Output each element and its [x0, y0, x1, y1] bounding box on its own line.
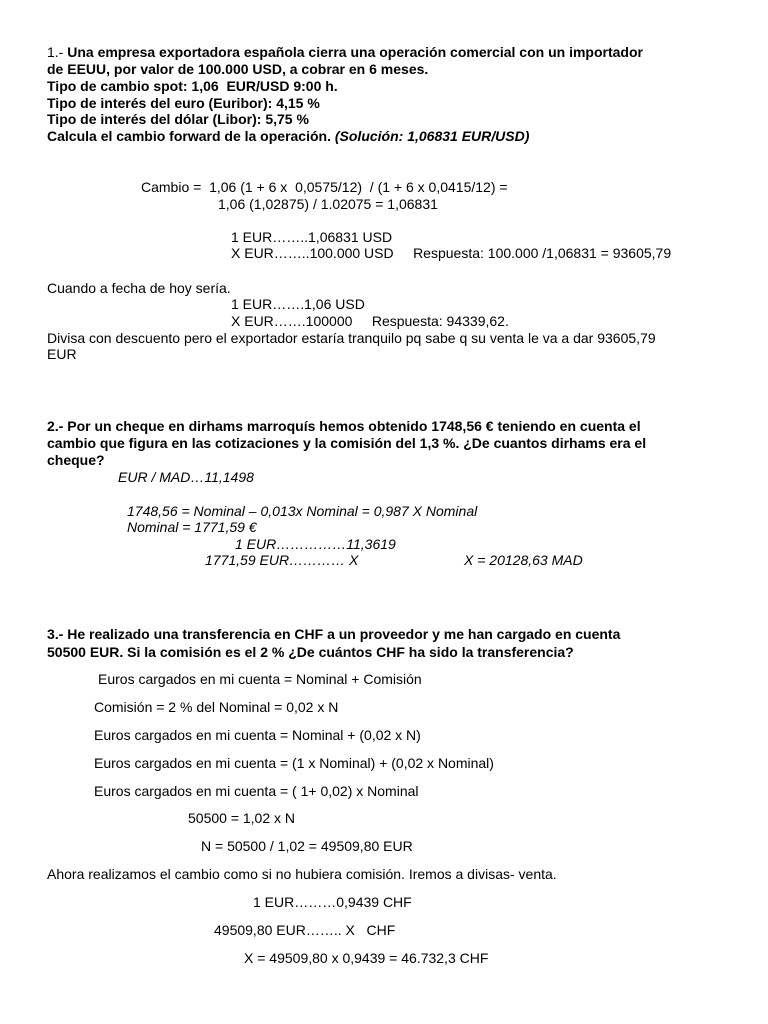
problem3-calc-9: 1 EUR………0,9439 CHF [253, 894, 412, 910]
problem1-statement-line-1 [47, 44, 643, 61]
problem2-calc-4: 1 EUR……………11,3619 [235, 536, 396, 552]
problem3-statement-2: 50500 EUR. Si la comisión es el 2 % ¿De cuántos CHF ha sido la transferencia? [47, 644, 574, 660]
problem2-statement-1: 2.- Por un cheque en dirhams marroquís hemos obtenido 1748,56 € teniendo en cuenta el [47, 418, 641, 434]
problem1-calc-3: 1 EUR……..1,06831 USD [231, 229, 393, 245]
problem3-calc-11: X = 49509,80 x 0,9439 = 46.732,3 CHF [244, 950, 489, 966]
problem2-statement-2: cambio que figura en las cotizaciones y la comisión del 1,3 %. ¿De cuantos dirhams era el [47, 435, 647, 451]
problem1-calc-7: X EUR…….100000 Respuesta: 94339,62. [231, 313, 509, 329]
problem2-calc-5: 1771,59 EUR………… X [205, 552, 359, 568]
problem2-calc-2: 1748,56 = Nominal – 0,013x Nominal = 0,987 X Nominal [127, 503, 478, 519]
problem1-calc-5: Cuando a fecha de hoy sería. [47, 280, 231, 296]
problem1-calc-1: Cambio = 1,06 (1 + 6 x 0,0575/12) / (1 + 6 x 0,0415/12) = [141, 179, 508, 195]
problem1-calc-6: 1 EUR…….1,06 USD [231, 296, 365, 312]
problem1-number: 1.- [47, 44, 64, 60]
problem3-calc-10: 49509,80 EUR…….. X CHF [214, 922, 396, 938]
problem1-calc-8: Divisa con descuento pero el exportador estaría tranquilo pq sabe q su venta le va a dar 93605,79 [47, 330, 656, 346]
problem3-calc-6: 50500 = 1,02 x N [188, 810, 296, 826]
problem1-statement-2: de EEUU, por valor de 100.000 USD, a cobrar en 6 meses. [47, 61, 429, 77]
problem2-calc-3: Nominal = 1771,59 € [127, 519, 257, 535]
problem3-calc-3: Euros cargados en mi cuenta = Nominal + (0,02 x N) [94, 727, 421, 743]
problem1-question: Calcula el cambio forward de la operación. [47, 128, 331, 144]
problem3-calc-5: Euros cargados en mi cuenta = ( 1+ 0,02) x Nominal [94, 783, 419, 799]
problem2-calc-6: X = 20128,63 MAD [464, 552, 583, 568]
problem1-calc-4: X EUR……..100.000 USD Respuesta: 100.000 /1,06831 = 93605,79 [231, 245, 672, 261]
problem1-calc-2: 1,06 (1,02875) / 1.02075 = 1,06831 [218, 196, 438, 212]
problem1-statement-6-line [47, 128, 529, 145]
problem1-statement-4: Tipo de interés del euro (Euribor): 4,15 % [47, 95, 320, 111]
problem3-calc-2: Comisión = 2 % del Nominal = 0,02 x N [94, 699, 339, 715]
problem3-statement-1: 3.- He realizado una transferencia en CHF a un proveedor y me han cargado en cuenta [47, 626, 621, 642]
problem1-calc-9: EUR [47, 346, 77, 362]
problem1-solution-note: (Solución: 1,06831 EUR/USD) [334, 128, 530, 144]
problem2-statement-3: cheque? [47, 452, 105, 468]
problem1-statement-1: Una empresa exportadora española cierra una operación comercial con un importador [67, 44, 643, 60]
problem3-calc-7: N = 50500 / 1,02 = 49509,80 EUR [201, 838, 413, 854]
problem1-statement-5: Tipo de interés del dólar (Libor): 5,75 % [47, 111, 309, 127]
problem2-calc-1: EUR / MAD…11,1498 [118, 469, 254, 485]
problem1-statement-3: Tipo de cambio spot: 1,06 EUR/USD 9:00 h. [47, 78, 338, 94]
problem3-calc-1: Euros cargados en mi cuenta = Nominal + Comisión [98, 671, 422, 687]
problem3-calc-8: Ahora realizamos el cambio como si no hubiera comisión. Iremos a divisas- venta. [47, 866, 557, 882]
problem3-calc-4: Euros cargados en mi cuenta = (1 x Nominal) + (0,02 x Nominal) [94, 755, 494, 771]
